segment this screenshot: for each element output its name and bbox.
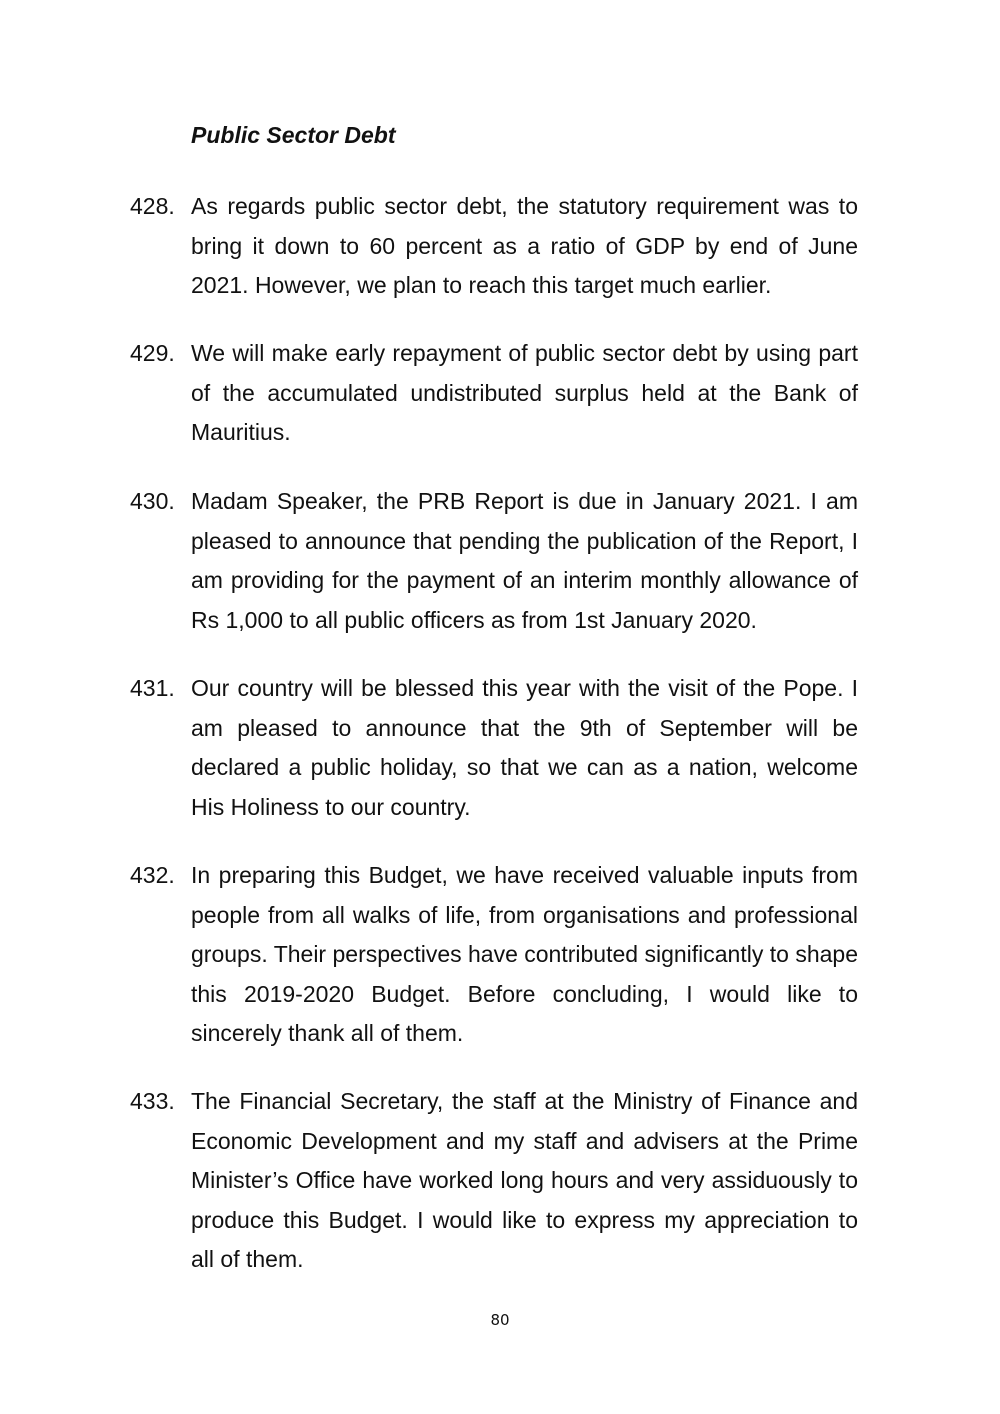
paragraph-number: 428. [130, 193, 175, 219]
paragraph-number: 433. [130, 1088, 175, 1114]
paragraph-432 [130, 856, 858, 1054]
paragraph-431 [130, 669, 858, 827]
paragraph-430 [130, 482, 858, 640]
paragraph-text: As regards public sector debt, the statutory requirement was to bring it down to 60 percent as a ratio of GDP by end of June 2021. However, we plan to reach this target much earlier. [191, 193, 858, 298]
paragraph-number: 431. [130, 675, 175, 701]
paragraph-number: 432. [130, 862, 175, 888]
paragraph-428 [130, 187, 858, 306]
page-number: 80 [490, 1311, 510, 1329]
paragraph-text: The Financial Secretary, the staff at the Ministry of Finance and Economic Development and my staff and advisers at the Prime Minister’s Office have worked long hours and very assiduously to produce this Budget. I would like to express my appreciation to all of them. [191, 1088, 858, 1272]
paragraph-number: 429. [130, 340, 175, 366]
paragraph-433 [130, 1082, 858, 1280]
paragraph-text: Madam Speaker, the PRB Report is due in January 2021. I am pleased to announce that pending the publication of the Report, I am providing for the payment of an interim monthly allowance of Rs 1,000 to all public officers as from 1st January 2020. [191, 488, 858, 633]
paragraph-429 [130, 334, 858, 453]
paragraph-text: In preparing this Budget, we have received valuable inputs from people from all walks of life, from organisations and professional groups. Their perspectives have contributed significantly to shape this 2019-2020 Budget. Before concluding, I would like to sincerely thank all of them. [191, 862, 858, 1046]
paragraph-text: We will make early repayment of public sector debt by using part of the accumulated undistributed surplus held at the Bank of Mauritius. [191, 340, 858, 445]
paragraph-text: Our country will be blessed this year with the visit of the Pope. I am pleased to announce that the 9th of September will be declared a public holiday, so that we can as a nation, welcome His Holiness to our country. [191, 675, 858, 820]
paragraph-number: 430. [130, 488, 175, 514]
section-heading: Public Sector Debt [191, 122, 396, 148]
